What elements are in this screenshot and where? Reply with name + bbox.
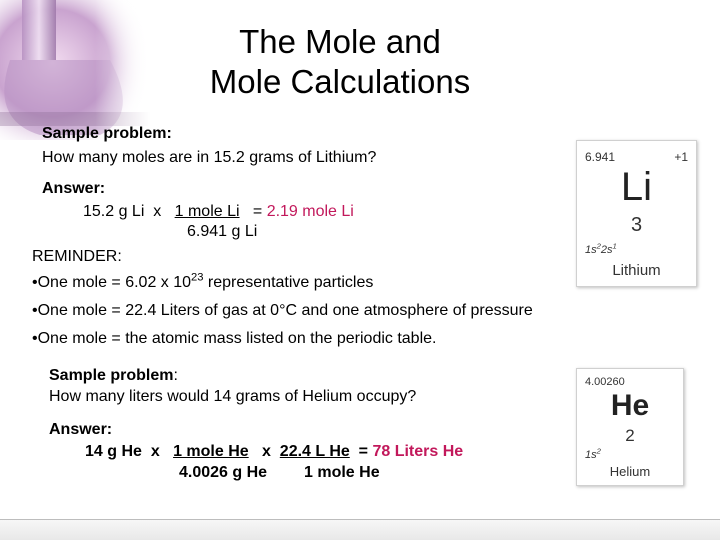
problem2-equals: = bbox=[358, 443, 368, 460]
problem2-equation bbox=[85, 442, 463, 462]
lithium-oxidation-state: +1 bbox=[674, 150, 688, 164]
title-line-2: Mole Calculations bbox=[209, 63, 471, 100]
lithium-atomic-mass: 6.941 bbox=[585, 150, 616, 164]
problem1-question: How many moles are in 15.2 grams of Lithium? bbox=[42, 149, 377, 166]
problem1-equation bbox=[83, 202, 354, 222]
problem2-times-2: x bbox=[262, 443, 271, 460]
helium-symbol: He bbox=[610, 389, 650, 422]
problem2-numerator-2: 22.4 L He bbox=[279, 443, 350, 460]
problem1-term1: 15.2 g Li bbox=[83, 203, 145, 220]
problem1-result: 2.19 mole Li bbox=[266, 203, 354, 220]
reminder-bullet-1-text: •One mole = 6.02 x 10 bbox=[32, 274, 192, 291]
reminder-bullet-1-exponent: 23 bbox=[191, 271, 204, 284]
problem2-heading-colon: : bbox=[173, 367, 178, 384]
helium-atomic-mass: 4.00260 bbox=[585, 376, 625, 388]
problem2-heading bbox=[49, 366, 178, 386]
lithium-electron-config bbox=[585, 241, 617, 256]
problem1-denominator: 6.941 g Li bbox=[187, 223, 258, 240]
reminder-bullet-2: •One mole = 22.4 Liters of gas at 0°C and one atmosphere of pressure bbox=[32, 302, 533, 319]
lithium-symbol: Li bbox=[620, 165, 653, 209]
problem2-term1: 14 g He bbox=[85, 443, 142, 460]
lithium-config-sup-1: 2 bbox=[596, 241, 601, 251]
lithium-config-part-2: 2s bbox=[600, 244, 613, 256]
reminder-bullet-1 bbox=[32, 273, 373, 293]
lithium-atomic-number: 3 bbox=[630, 214, 643, 236]
helium-config-sup-1: 2 bbox=[596, 446, 601, 456]
problem2-result: 78 Liters He bbox=[372, 443, 464, 460]
problem1-equals: = bbox=[252, 203, 263, 220]
reminder-bullet-3: •One mole = the atomic mass listed on the periodic table. bbox=[32, 330, 437, 347]
helium-atomic-number: 2 bbox=[625, 426, 635, 445]
lithium-name: Lithium bbox=[612, 262, 661, 279]
flask-image bbox=[0, 0, 150, 140]
reminder-heading: REMINDER: bbox=[32, 248, 122, 265]
problem2-times-1: x bbox=[150, 443, 160, 460]
slide-title bbox=[130, 22, 550, 102]
problem1-times: x bbox=[153, 203, 162, 220]
problem2-numerator-1: 1 mole He bbox=[173, 443, 249, 460]
problem2-denominator-2: 1 mole He bbox=[304, 464, 380, 481]
title-line-1: The Mole and bbox=[239, 23, 441, 60]
problem2-denominator-1: 4.0026 g He bbox=[179, 464, 268, 481]
problem1-answer-heading: Answer: bbox=[42, 180, 106, 197]
helium-element-tile bbox=[576, 368, 684, 486]
lithium-config-sup-2: 1 bbox=[612, 241, 617, 251]
reminder-bullet-1-tail: representative particles bbox=[203, 274, 374, 291]
footer-band bbox=[0, 520, 720, 540]
problem1-heading: Sample problem: bbox=[42, 125, 172, 142]
helium-name: Helium bbox=[609, 464, 651, 479]
problem1-numerator: 1 mole Li bbox=[174, 203, 240, 220]
lithium-element-tile bbox=[576, 140, 697, 287]
problem2-question: How many liters would 14 grams of Helium occupy? bbox=[49, 388, 417, 405]
lithium-config-part-1: 1s bbox=[585, 244, 597, 256]
helium-config-part-1: 1s bbox=[585, 449, 597, 461]
problem2-heading-bold: Sample problem bbox=[49, 367, 174, 384]
problem2-answer-heading: Answer: bbox=[49, 421, 113, 438]
helium-electron-config bbox=[585, 446, 601, 461]
